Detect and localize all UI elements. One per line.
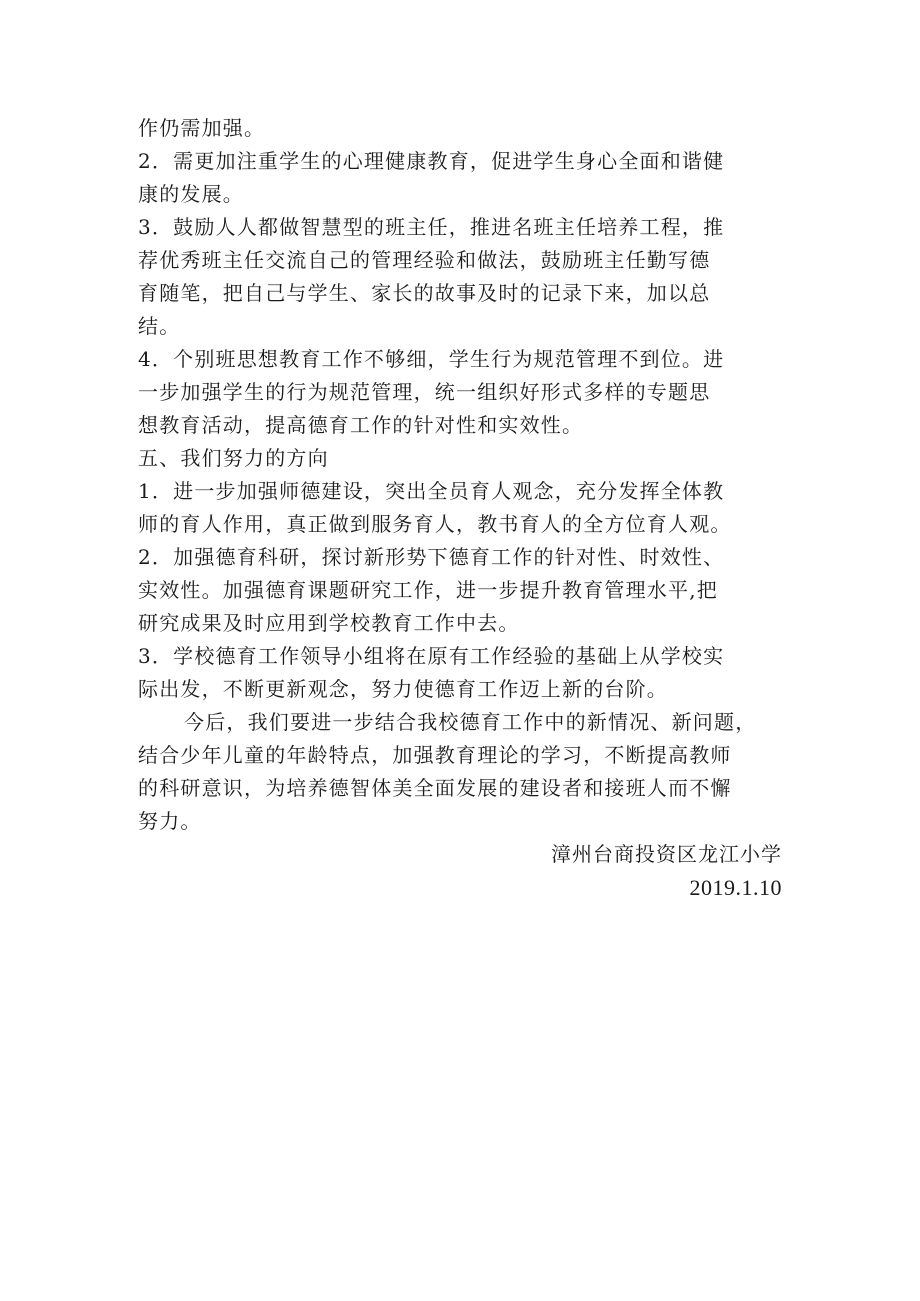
text-line: 实效性。加强德育课题研究工作，进一步提升教育管理水平,把 — [138, 578, 718, 602]
closing-paragraph-line: 结合少年儿童的年龄特点，加强教育理论的学习，不断提高教师 — [138, 743, 732, 767]
list-item: 4．个别班思想教育工作不够细，学生行为规范管理不到位。进 — [138, 347, 725, 371]
text-line: 师的育人作用，真正做到服务育人，教书育人的全方位育人观。 — [138, 512, 732, 536]
closing-paragraph-line: 的科研意识，为培养德智体美全面发展的建设者和接班人而不懈 — [138, 776, 732, 800]
document-body — [138, 112, 798, 904]
text-line: 结。 — [138, 314, 181, 338]
text-line: 一步加强学生的行为规范管理，统一组织好形式多样的专题思 — [138, 380, 711, 404]
section-heading: 五、我们努力的方向 — [138, 446, 329, 470]
closing-paragraph-line: 努力。 — [138, 809, 202, 833]
list-item: 3．学校德育工作领导小组将在原有工作经验的基础上从学校实 — [138, 644, 725, 668]
list-item: 2．需更加注重学生的心理健康教育，促进学生身心全面和谐健 — [138, 149, 725, 173]
list-item: 2．加强德育科研，探讨新形势下德育工作的针对性、时效性、 — [138, 545, 725, 569]
text-line: 际出发，不断更新观念，努力使德育工作迈上新的台阶。 — [138, 677, 668, 701]
signature-school: 漳州台商投资区龙江小学 — [551, 842, 782, 866]
text-line: 育随笔，把自己与学生、家长的故事及时的记录下来，加以总 — [138, 281, 711, 305]
closing-paragraph-first-line: 今后，我们要进一步结合我校德育工作中的新情况、新问题， — [184, 710, 757, 734]
signature-date: 2019.1.10 — [689, 875, 782, 900]
text-line: 研究成果及时应用到学校教育工作中去。 — [138, 611, 520, 635]
text-line: 作仍需加强。 — [138, 116, 266, 140]
list-item: 1．进一步加强师德建设，突出全员育人观念，充分发挥全体教 — [138, 479, 725, 503]
text-line: 荐优秀班主任交流自己的管理经验和做法，鼓励班主任勤写德 — [138, 248, 711, 272]
text-line: 康的发展。 — [138, 182, 244, 206]
text-line: 想教育活动，提高德育工作的针对性和实效性。 — [138, 413, 584, 437]
list-item: 3．鼓励人人都做智慧型的班主任，推进名班主任培养工程，推 — [138, 215, 725, 239]
